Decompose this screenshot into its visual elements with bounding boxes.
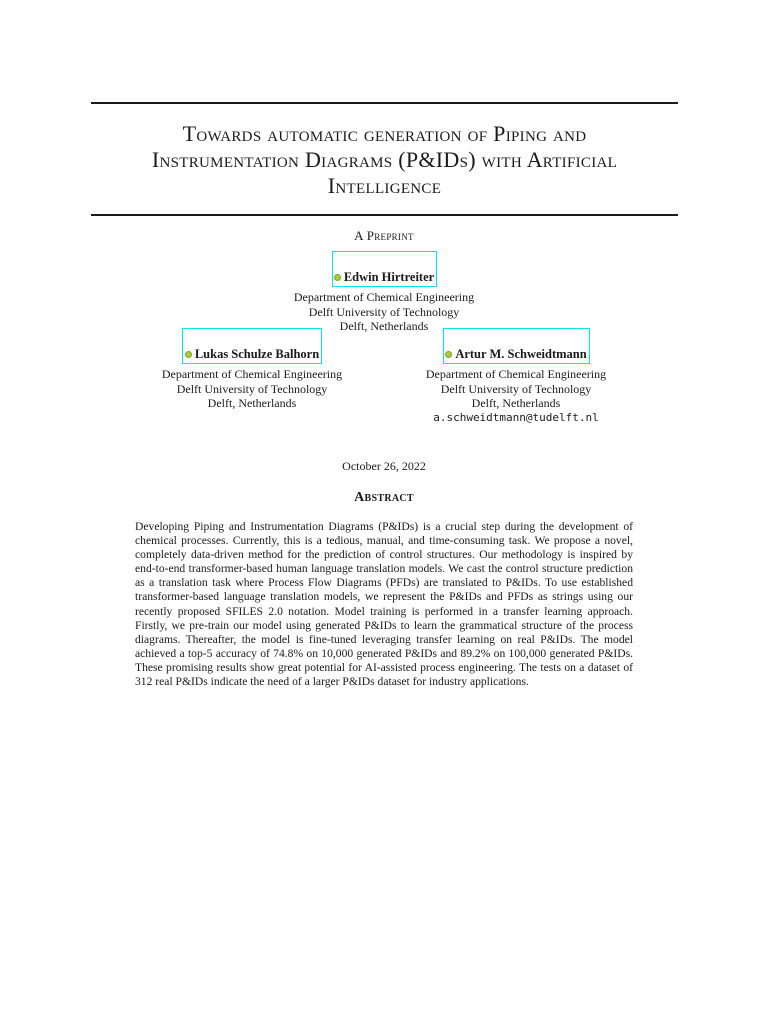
author-university: Delft University of Technology	[176, 381, 328, 396]
orcid-icon[interactable]	[185, 351, 192, 358]
author-location: Delft, Netherlands	[471, 396, 561, 411]
author-block	[366, 328, 666, 425]
author-link[interactable]	[182, 328, 322, 364]
author-block	[234, 251, 534, 334]
author-department: Department of Chemical Engineering	[293, 290, 475, 305]
author-location: Delft, Netherlands	[207, 396, 297, 411]
title-top-rule	[91, 102, 678, 104]
author-link[interactable]	[332, 251, 437, 287]
author-name-row	[183, 347, 321, 361]
author-link[interactable]	[443, 328, 590, 364]
author-name: Edwin Hirtreiter	[343, 269, 435, 284]
title-line: Towards automatic generation of Piping and	[182, 121, 587, 146]
abstract-text: Developing Piping and Instrumentation Diagrams (P&IDs) is a crucial step during the development of chemical processes. Currently, this is a tedious, manual, and time-consuming task. We propose a novel, completely data-driven method for the prediction of control structures. Our methodology is inspired by end-to-end transformer-based human language translation models. We cast the control structure prediction as a translation task where Process Flow Diagrams (PFDs) are translated to P&IDs. To use established transformer-based language translation models, we represent the P&IDs and PFDs as strings using our recently proposed SFILES 2.0 notation. Model training is performed in a transfer learning approach. Firstly, we pre-train our model using generated P&IDs to learn the grammatical structure of the process diagrams. Thereafter, the model is fine-tuned leveraging transfer learning on real P&IDs. The model achieved a top-5 accuracy of 74.8% on 10,000 generated P&IDs and 89.2% on 100,000 generated P&IDs. These promising results show great potential for AI-assisted process engineering. The tests on a dataset of 312 real P&IDs indicate the need of a larger P&IDs dataset for industry applications.	[135, 520, 633, 689]
author-department: Department of Chemical Engineering	[425, 367, 607, 382]
author-email[interactable]: a.schweidtmann@tudelft.nl	[433, 410, 599, 424]
author-department: Department of Chemical Engineering	[161, 367, 343, 382]
paper-title	[91, 121, 678, 199]
orcid-icon[interactable]	[334, 274, 341, 281]
author-university: Delft University of Technology	[308, 304, 460, 319]
author-location: Delft, Netherlands	[339, 319, 429, 334]
title-line: Instrumentation Diagrams (P&IDs) with Artificial	[151, 147, 618, 172]
author-name-row	[444, 347, 589, 361]
author-name-row	[333, 270, 436, 284]
abstract-heading: Abstract	[354, 490, 414, 505]
author-university: Delft University of Technology	[440, 381, 592, 396]
author-name: Lukas Schulze Balhorn	[194, 346, 320, 361]
orcid-icon[interactable]	[445, 351, 452, 358]
paper-date: October 26, 2022	[342, 459, 426, 473]
title-line: Intelligence	[327, 173, 442, 198]
author-name: Artur M. Schweidtmann	[455, 346, 587, 361]
title-bottom-rule	[91, 214, 678, 216]
preprint-label: A Preprint	[354, 228, 414, 243]
author-block	[102, 328, 402, 411]
